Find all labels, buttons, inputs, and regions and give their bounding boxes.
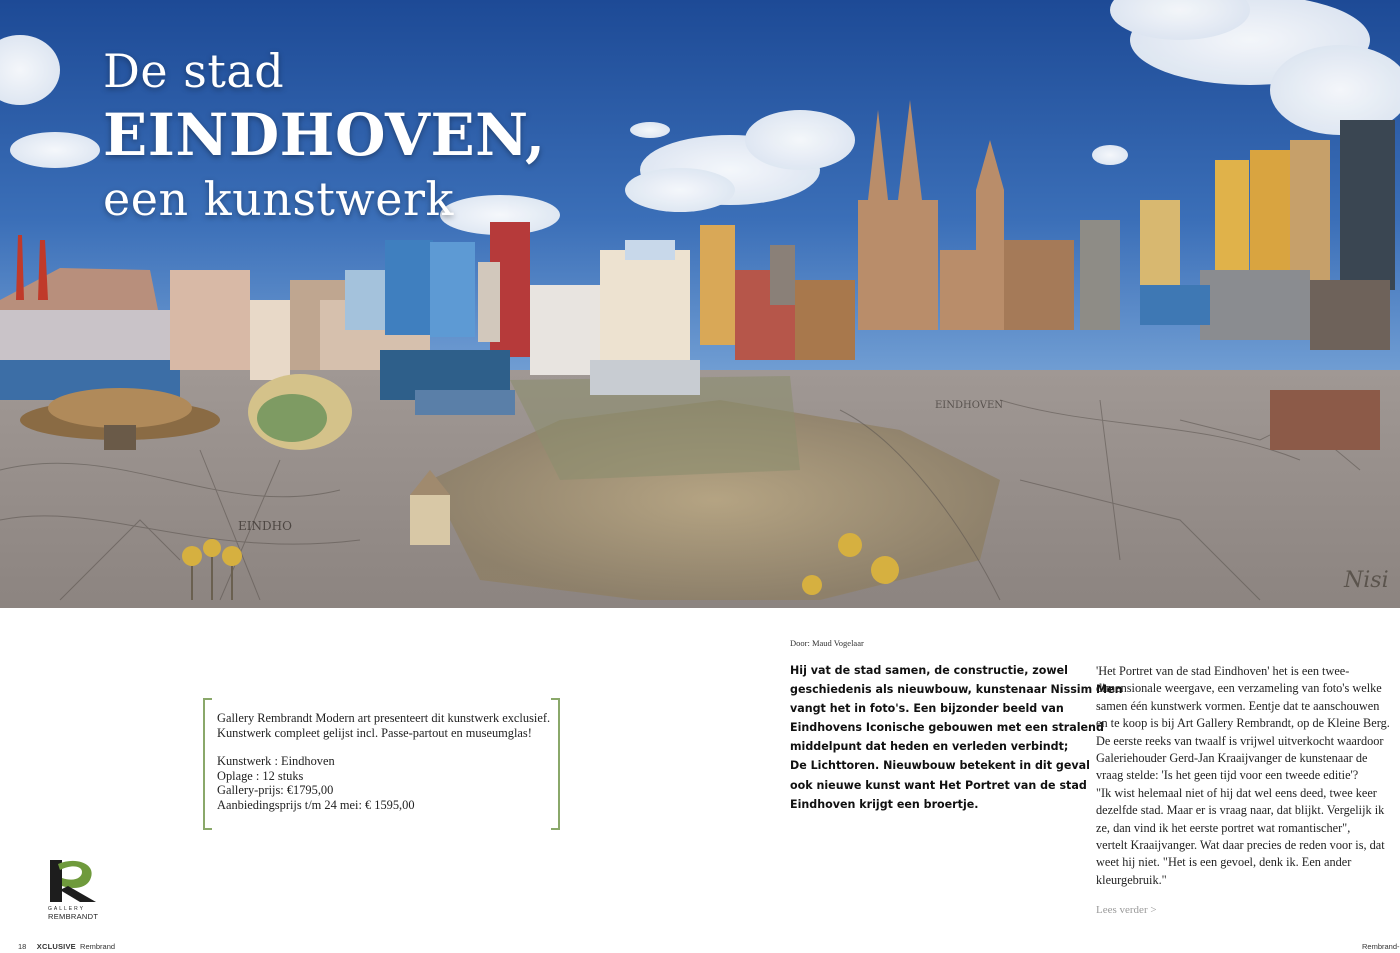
artist-signature: Nisi [1344,568,1389,593]
box-border-bottom-left [203,828,212,830]
logo-line-1: GALLERY [48,906,85,912]
info-detail-gallery-price: Gallery-prijs: €1795,00 [217,783,334,797]
body-line: "Ik wist helemaal niet of hij dat wel eens deed, twee keer [1096,785,1377,800]
rembrandt-r-logo-icon [46,856,106,906]
body-line: vertelt Kraaijvanger. Wat daar precies de reden voor is, dat [1096,838,1385,853]
map-label-2: EINDHOVEN [935,400,1004,411]
body-line: weet hij niet. "Het is een gevoel, denk ik. Een ander [1096,855,1352,870]
body-line: vraag stelde: 'Is het geen tijd voor een tweede editie'? [1096,768,1359,783]
box-border-top-left [203,698,212,700]
read-more-link[interactable]: Lees verder > [1096,904,1157,916]
box-border-left [203,698,205,830]
body-line: Galeriehouder Gerd-Jan Kraaijvanger de kunstenaar de [1096,751,1368,766]
box-border-bottom-right [551,828,560,830]
info-intro-line: Kunstwerk compleet gelijst incl. Passe-partout en museumglas! [217,725,532,740]
headline-line-2: EINDHOVEN, [103,101,546,169]
page-number: 18 [18,942,27,951]
lead-line: geschiedenis als nieuwbouw, kunstenaar Nissim Men [790,683,1123,697]
box-border-right [558,698,560,830]
body-line: ze, dan vind ik het eerste portret wat romantischer", [1096,820,1351,835]
body-line: 'Het Portret van de stad Eindhoven' het is een twee- [1096,664,1350,678]
page-footer-left [18,942,115,951]
lead-line: middelpunt dat heden en verleden verbindt; [790,740,1069,754]
lead-line: De Lichttoren. Nieuwbouw betekent in dit geval [790,759,1090,773]
logo-line-2: REMBRANDT [48,912,99,921]
body-line: De eerste reeks van twaalf is vrijwel uitverkocht waardoor [1096,733,1384,748]
gallery-rembrandt-logo [46,856,106,921]
lead-line: Eindhoven krijgt een broertje. [790,797,979,811]
article-lead [790,661,1123,814]
info-detail-offer-price: Aanbiedingsprijs t/m 24 mei: € 1595,00 [217,797,415,812]
lead-line: Hij vat de stad samen, de constructie, zowel [790,664,1068,677]
lead-line: vangt het in foto's. Een bijzonder beeld van [790,702,1064,716]
info-intro-line: Gallery Rembrandt Modern art presenteert dit kunstwerk exclusief. [217,711,551,725]
box-border-top-right [551,698,560,700]
map-label: EINDHO [238,519,292,533]
magazine-name: XCLUSIVE [36,942,76,951]
body-line: dezelfde stad. Maar er is vraag naar, dat blijkt. Vergelijk ik [1096,803,1385,818]
lead-line: ook nieuwe kunst want Het Portret van de stad [790,778,1087,792]
headline-line-1: De stad [103,44,285,98]
headline-line-3: een kunstwerk [103,172,454,226]
article-byline: Door: Maud Vogelaar [790,638,864,648]
lead-line: Eindhovens Iconische gebouwen met een stralend [790,721,1104,735]
body-line: samen één kunstwerk vormen. Eentje dat te aanschouwen [1096,698,1380,713]
body-line: kleurgebruik." [1096,872,1167,887]
body-line: en te koop is bij Art Gallery Rembrandt, op de Kleine Berg. [1096,716,1390,731]
artwork-info-box [203,698,560,830]
article-body [1096,663,1390,889]
headline [103,42,546,228]
info-detail-artwork: Kunstwerk : Eindhoven [217,754,335,768]
page-footer-right: Rembrand- [1362,942,1400,951]
section-name: Rembrand [80,942,116,951]
info-detail-edition: Oplage : 12 stuks [217,768,304,783]
body-line: dimensionale weergave, een verzameling van foto's welke [1096,681,1382,696]
